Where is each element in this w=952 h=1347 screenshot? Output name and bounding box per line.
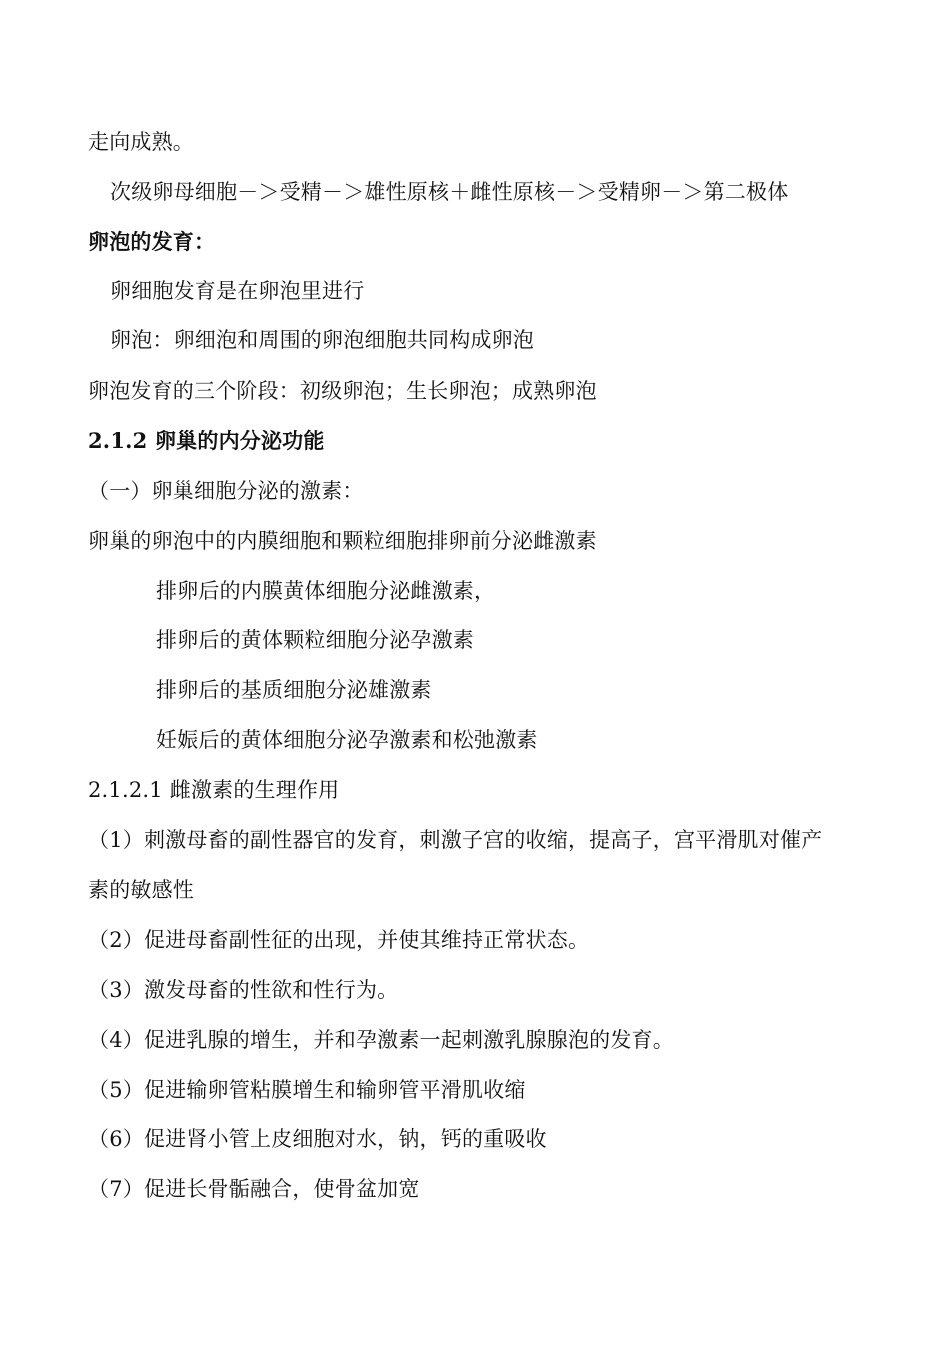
text-line: 卵泡：卵细泡和周围的卵泡细胞共同构成卵泡 [110,328,534,352]
text-line: 排卵后的黄体颗粒细胞分泌孕激素 [156,628,474,652]
list-item: （2）促进母畜副性征的出现，并使其维持正常状态。 [88,928,590,952]
list-item: （6）促进肾小管上皮细胞对水，钠，钙的重吸收 [88,1127,547,1151]
text-line: 卵细胞发育是在卵泡里进行 [110,279,365,303]
text-line: 次级卵母细胞－＞受精－＞雄性原核＋雌性原核－＞受精卵－＞第二极体 [110,180,789,204]
text-line: 卵泡发育的三个阶段：初级卵泡；生长卵泡；成熟卵泡 [88,379,597,403]
subsection-heading: 2.1.2.1 雌激素的生理作用 [88,778,340,802]
list-item: （1）刺激母畜的副性器官的发育，刺激子宫的收缩，提高子，宫平滑肌对催产 [88,828,823,852]
text-line: 卵巢的卵泡中的内膜细胞和颗粒细胞排卵前分泌雌激素 [88,529,597,553]
text-line: 排卵后的内膜黄体细胞分泌雌激素， [156,579,496,603]
list-item: （5）促进输卵管粘膜增生和输卵管平滑肌收缩 [88,1078,526,1102]
list-item: （3）激发母畜的性欲和性行为。 [88,978,399,1002]
text-line: 妊娠后的黄体细胞分泌孕激素和松弛激素 [156,728,538,752]
text-line: （一）卵巢细胞分泌的激素： [88,479,364,503]
text-line: 走向成熟。 [88,130,194,154]
text-line: 素的敏感性 [88,878,194,902]
text-line: 排卵后的基质细胞分泌雄激素 [156,678,432,702]
section-heading: 2.1.2 卵巢的内分泌功能 [88,428,325,453]
section-heading: 卵泡的发育： [88,229,216,254]
list-item: （4）促进乳腺的增生，并和孕激素一起刺激乳腺腺泡的发育。 [88,1028,674,1052]
list-item: （7）促进长骨骺融合，使骨盆加宽 [88,1177,420,1201]
